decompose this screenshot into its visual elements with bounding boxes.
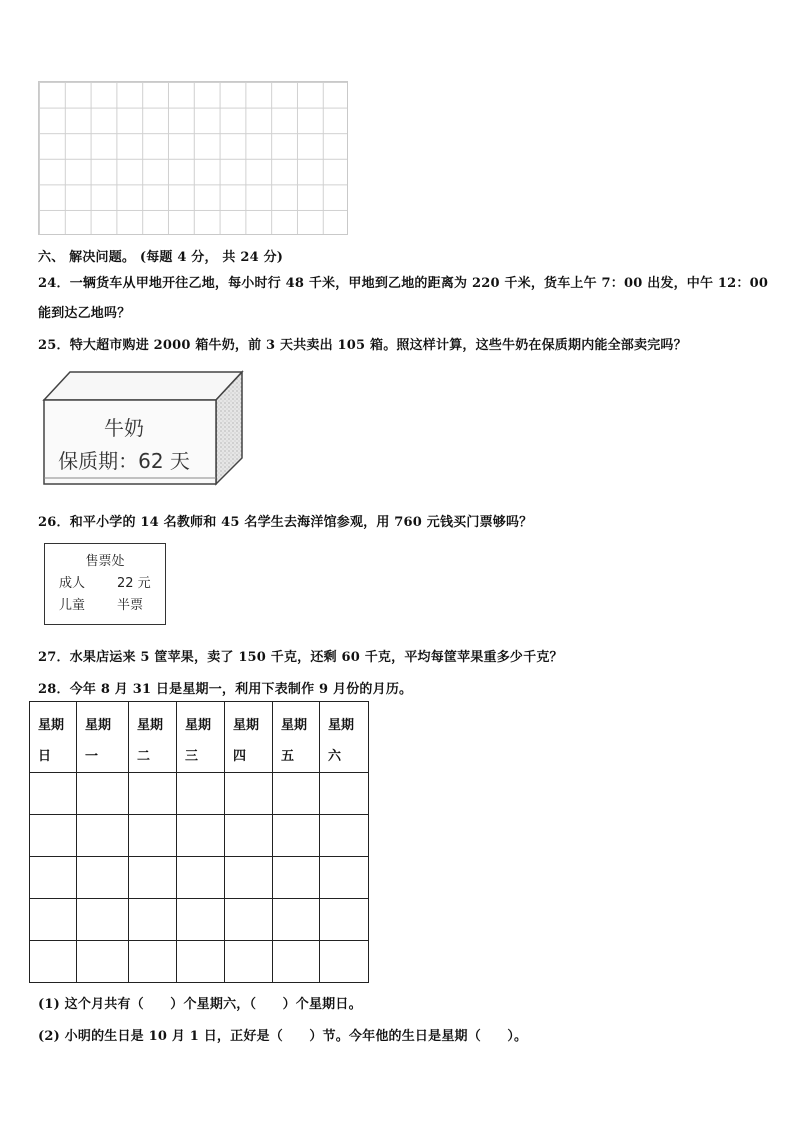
calendar-day-cell[interactable] <box>177 941 225 983</box>
calendar-week-row <box>30 857 369 899</box>
calendar-day-cell[interactable] <box>273 773 320 815</box>
september-calendar-table <box>29 701 369 983</box>
calendar-day-cell[interactable] <box>225 773 273 815</box>
calendar-day-cell[interactable] <box>77 815 129 857</box>
calendar-day-cell[interactable] <box>273 857 320 899</box>
calendar-day-cell[interactable] <box>177 857 225 899</box>
question-28-sub2: (2) 小明的生日是 10 月 1 日，正好是（ ）节。今年他的生日是星期（ ）。 <box>38 1029 528 1044</box>
question-28: 28．今年 8 月 31 日是星期一，利用下表制作 9 月份的月历。 <box>38 682 413 697</box>
calendar-header-cell: 星期 二 <box>129 702 177 773</box>
calendar-day-cell[interactable] <box>177 899 225 941</box>
child-label: 儿童 <box>59 598 86 613</box>
calendar-header-cell: 星期 六 <box>320 702 369 773</box>
calendar-day-cell[interactable] <box>30 941 77 983</box>
calendar-day-cell[interactable] <box>129 857 177 899</box>
ticket-office-title: 售票处 <box>85 554 125 569</box>
question-26: 26．和平小学的 14 名教师和 45 名学生去海洋馆参观，用 760 元钱买门票够吗？ <box>38 515 533 530</box>
calendar-week-row <box>30 941 369 983</box>
section-heading: 六、 解决问题。 (每题 4 分， 共 24 分) <box>38 250 284 265</box>
calendar-day-cell[interactable] <box>30 899 77 941</box>
calendar-day-cell[interactable] <box>225 815 273 857</box>
calendar-day-cell[interactable] <box>77 857 129 899</box>
calendar-day-cell[interactable] <box>77 899 129 941</box>
question-24-line1: 24．一辆货车从甲地开往乙地，每小时行 48 千米，甲地到乙地的距离为 220 千米，货车上午 7：00 出发，中午 12：00 <box>38 276 769 291</box>
calendar-day-cell[interactable] <box>225 899 273 941</box>
calendar-week-row <box>30 815 369 857</box>
calendar-day-cell[interactable] <box>273 941 320 983</box>
calendar-day-cell[interactable] <box>30 857 77 899</box>
question-24-line2: 能到达乙地吗？ <box>38 306 131 321</box>
calendar-day-cell[interactable] <box>320 773 369 815</box>
calendar-day-cell[interactable] <box>129 815 177 857</box>
question-27: 27．水果店运来 5 筐苹果，卖了 150 千克，还剩 60 千克，平均每筐苹果重多少千克？ <box>38 650 563 665</box>
calendar-day-cell[interactable] <box>225 857 273 899</box>
question-25: 25．特大超市购进 2000 箱牛奶，前 3 天共卖出 105 箱。照这样计算，这些牛奶在保质期内能全部卖完吗？ <box>38 338 687 353</box>
calendar-day-cell[interactable] <box>30 773 77 815</box>
milk-box-drawing <box>40 370 250 490</box>
calendar-day-cell[interactable] <box>273 815 320 857</box>
milk-box-label: 牛奶 <box>104 416 144 440</box>
calendar-header-cell: 星期 三 <box>177 702 225 773</box>
calendar-day-cell[interactable] <box>273 899 320 941</box>
calendar-day-cell[interactable] <box>177 815 225 857</box>
answer-grid <box>38 81 348 235</box>
calendar-day-cell[interactable] <box>77 773 129 815</box>
calendar-day-cell[interactable] <box>77 941 129 983</box>
ticket-price-box <box>44 543 166 625</box>
calendar-day-cell[interactable] <box>129 899 177 941</box>
question-28-sub1: (1) 这个月共有（ ）个星期六，（ ）个星期日。 <box>38 997 362 1012</box>
calendar-day-cell[interactable] <box>225 941 273 983</box>
calendar-header-cell: 星期 日 <box>30 702 77 773</box>
calendar-header-cell: 星期 四 <box>225 702 273 773</box>
calendar-day-cell[interactable] <box>320 899 369 941</box>
calendar-day-cell[interactable] <box>177 773 225 815</box>
calendar-header-cell: 星期 五 <box>273 702 320 773</box>
adult-label: 成人 <box>59 576 86 591</box>
milk-box-shelf-life: 保质期：62 天 <box>58 449 190 473</box>
calendar-day-cell[interactable] <box>320 941 369 983</box>
calendar-day-cell[interactable] <box>30 815 77 857</box>
adult-price: 22 元 <box>117 576 151 591</box>
calendar-week-row <box>30 899 369 941</box>
calendar-header-row <box>30 702 369 773</box>
calendar-day-cell[interactable] <box>320 857 369 899</box>
calendar-day-cell[interactable] <box>129 941 177 983</box>
calendar-header-cell: 星期 一 <box>77 702 129 773</box>
child-price: 半票 <box>117 598 144 613</box>
milk-box-illustration <box>40 370 250 490</box>
calendar-day-cell[interactable] <box>129 773 177 815</box>
calendar-day-cell[interactable] <box>320 815 369 857</box>
calendar-week-row <box>30 773 369 815</box>
